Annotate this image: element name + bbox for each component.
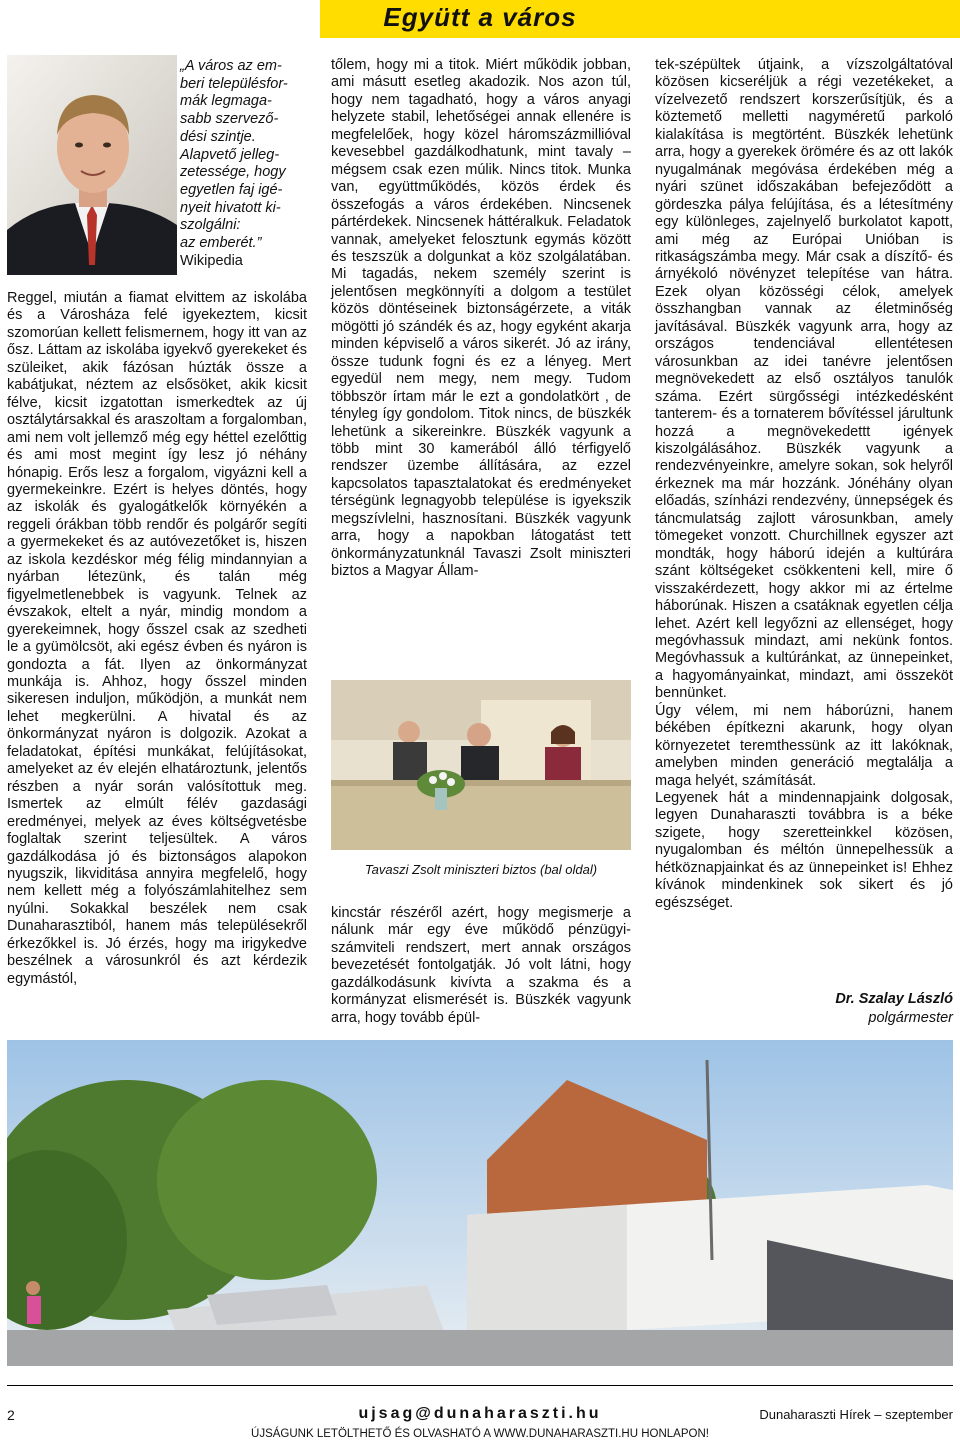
quote-line: az emberét.” bbox=[180, 235, 262, 252]
photo-caption: Tavaszi Zsolt miniszteri biztos (bal oldal) bbox=[364, 862, 598, 877]
footer-rule bbox=[7, 1385, 953, 1386]
article-paragraph: Legyenek hát a mindennapjaink dolgosak, legyen Dunaharaszti továbbra is a béke szigete, hogy szeretteinkkel közösen, nyugalomban és méltón ünnepelhessük a hétköznapjainkat és az ünnepeinket is! Ehhez kívánok mindenkinek sok sikert és jó egészséget. bbox=[655, 790, 953, 911]
signature bbox=[655, 990, 953, 1028]
page-number: 2 bbox=[7, 1407, 15, 1423]
article-column-2 bbox=[331, 57, 631, 581]
article-column-1 bbox=[7, 290, 307, 988]
quote-source: Wikipedia bbox=[180, 252, 243, 269]
article-column-2-continued bbox=[331, 905, 631, 1027]
article-column-3 bbox=[655, 57, 953, 912]
quote-line: dési szintje. bbox=[180, 128, 256, 145]
article-paragraph: Úgy vélem, mi nem háborúzni, hanem békében építkezni akarunk, hogy olyan környezetet teremthessünk az itt lakóknak, amelyben minden generáció megtalálja a maga helyét, számítását. bbox=[655, 702, 953, 789]
quote-line: „A város az em- bbox=[180, 58, 282, 74]
publication-name: Dunaharaszti Hírek – szeptember bbox=[759, 1407, 953, 1422]
quote-line: egyetlen faj igé- bbox=[180, 181, 283, 198]
quote-line: szolgálni: bbox=[180, 217, 241, 234]
quote-line: beri településfor- bbox=[180, 75, 288, 92]
quote-line: Alapvető jelleg- bbox=[180, 146, 280, 163]
footer-note: ÚJSÁGUNK LETÖLTHETŐ ÉS OLVASHATÓ A WWW.DUNAHARASZTI.HU HONLAPON! bbox=[251, 1428, 709, 1440]
article-paragraph: kincstár részéről azért, hogy megismerje a nálunk már egy éve működő pénzügyi-számviteli rendszert, mert annak országos bevezetését fontolgatják. Jó volt látni, hogy gazdálkodásunk kivívta a szakma és a kormányzat elismerését is. Büszkék vagyunk arra, hogy tovább épül- bbox=[331, 905, 631, 1026]
footer-email[interactable]: ujsag@dunaharaszti.hu bbox=[358, 1405, 602, 1422]
meeting-photo bbox=[331, 680, 631, 850]
article-paragraph: tek-szépültek útjaink, a vízszolgáltatóval közösen kicseréljük a régi vezetékeket, a vízelvezető rendszert korszerűsítjük, és a köztemető melletti nagyméretű parkoló kialakítása is megtörtént. Büszkék lehetünk arra, hogy a gyerekek örömére és az ott lakók nyugalmának megóvása érdekében még a nyári szünet időszakában befejeződött a gördeszka pálya felújítása, és a létesítmény egy különleges, zajelnyelő burkolatot kapott, ami még az Európai Unióban is ritkaságszámba megy. Már csak a díszítő- és árnyékoló növényzet telepítése van hátra. Ezek olyan közösségi célok, amelyek összhangban vannak az életminőség javításával. Büszkék vagyunk arra, hogy az országos tendenciával ellentétesen városunkban az idei tanévre jelentősen megnövekedett az első osztályos tanulók száma. Ezért sürgősségi intézkedésként tanterem- és a tornaterem bővítéssel járultunk hozzá a megnövekedettt igények kiszolgálásához. Büszkék vagyunk a rendezvényeinkre, amelyre sokan, sok helyről érkeznek ma már hozzánk. Jónéhány olyan előadás, színházi rendezvény, ünnepségek és táncmulatság zajlott városunkban, amely tömegeket vonzott. Churchillnek egyszer azt mondták, hogy háború idején a kultúrára szánt költségeket csökkenteni kell, mire ő visszakérdezett, hogy akkor mi az értelme háborúnak. Hiszen a csatáknak egyetlen célja lehet. Azért kell legyőzni az ellenséget, hogy megóvhassuk mindazt, ami nekünk fontos. Megóvhassuk a kultúránkat, az ünnepeinket, a hagyományainkat, mindazt, ami összeköt bennünket. bbox=[655, 57, 953, 702]
wikipedia-quote bbox=[180, 58, 305, 270]
quote-line: sabb szervező- bbox=[180, 111, 279, 128]
quote-line: mák legmaga- bbox=[180, 93, 272, 110]
page-title: Együtt a város bbox=[383, 2, 577, 32]
mayor-portrait-photo bbox=[7, 55, 177, 275]
article-paragraph: Reggel, miután a fiamat elvittem az iskolába és a Városháza felé igyekeztem, kicsit szomorúan kellett felismernem, hogy itt van az ősz. Láttam az iskolába igyekvő gyerekeket és szüleiket, akik fázósan húzták össze a kabátjukat, néztem az elsősöket, akik kicsit félve, kicsit izgatottan ismerkedtek az új osztálytársakkal és araszoltam a forgalomban, ami nem volt jellemző még egy héttel ezelőttig és ami most megint így lesz jó néhány hónapig. Erős lesz a forgalom, vigyázni kell a gyermekeinkre. Ezért is helyes döntés, hogy az iskolák és gyalogátkelők környékén a reggeli órákban több rendőr és polgárőr segíti a gyermekeket és az autóvezetőket is, hiszen az iskola kezdéskor még félig mindannyian a nyárban létezünk, és talán még figyelmetlenebbek is vagyunk. Telnek az évszakok, eltelt a nyár, mindig mondom a gyerekeimnek, hogy ősszel csak az szedheti le a gyümölcsöt, aki egész évben és nyáron is gondozta a fát. Ilyen az önkormányzat munkája is. Ahhoz, hogy ősszel minden sikeresen induljon, működjön, a munkát nem lehet megkerülni. A hivatal és az önkormányzat nyáron is dolgozik. Azokat a feladatokat, építési munkákat, felújításokat, amelyeket az év elején elhatároztunk, jelentős részben a nyár során valósítottuk meg. Ismertek az elmúlt félév gazdasági eredményei, melyek az éves költségvetésbe foglaltak szerint teljesültek. A város gazdálkodása jó és biztonságos alapokon nyugszik, likviditása annyira megfelelő, hogy nem kellett még a folyószámlahitelhez sem nyúlni. Sokakkal beszélek nem csak Dunaharasztiból, hanem más településekről érkezőkkel is. Jó érzés, hogy ma irigykedve beszélnek a városunkról és azt kérdezik egymástól, bbox=[7, 290, 307, 987]
article-paragraph: tőlem, hogy mi a titok. Miért működik jobban, ami másutt esetleg akadozik. Nos azon túl, hogy nem tagadható, hogy a város anyagi helyzete stabil, lehetőségei annak ellenére is megfelelőek, hogy közel háromszázmillióval kevesebbel gazdálkodhatunk, mint tavaly – mégsem csak ezen múlik. Nincs titok. Munka van, együttműködés, közös érdek és összefogás a város érdekében. Nincsenek pártérdekek. Nincsenek háttéralkuk. Feladatok vannak, amelyeket felosztunk egymás között és teszszük a dolgunkat a köz szolgálatában. Mi tagadás, nekem személy szerint is jelentősen megkönnyíti a dolgom a testület közös döntéseinek biztonságérzete, a viták mögötti jó szándék és az, hogy egyként akarja minden képviselő a város sikerét. Jó az irány, össze tudunk fogni és ez a lényeg. Mert egyedül nem megy, nem megy. Tudom többször írtam már le ezt a gondolatkört , de tényleg így gondolom. Titok nincs, de büszkék lehetünk a sikereinkre. Büszkék vagyunk a több mint 30 kamerából álló térfigyelő rendszer üzembe állítására, az ezzel kapcsolatos tapasztalatokat és eredményeket térségünk legnagyobb települése is igyekszik megszívlelni, hasznosítani. Büszkék vagyunk arra, hogy a napokban látogatást tett önkormányzatunknál Tavaszi Zsolt miniszteri biztos a Magyar Állam- bbox=[331, 57, 631, 580]
author-title: polgármester bbox=[868, 1010, 953, 1026]
quote-line: zetessége, hogy bbox=[180, 164, 286, 181]
author-name: Dr. Szalay László bbox=[835, 991, 953, 1007]
skatepark-photo bbox=[7, 1040, 953, 1366]
quote-line: nyeit hivatott ki- bbox=[180, 199, 281, 216]
